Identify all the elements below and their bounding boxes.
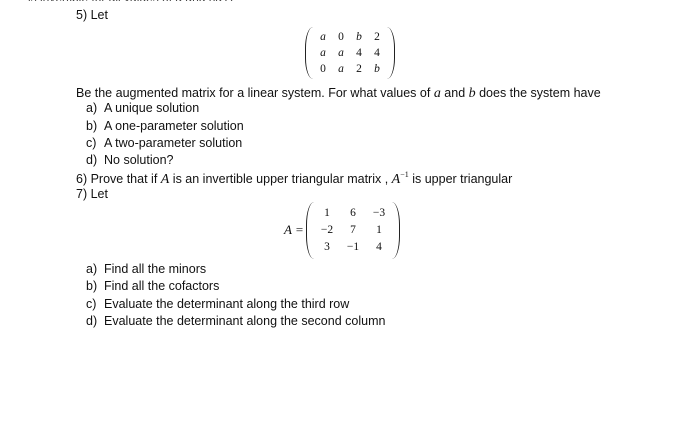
option-text: A one-parameter solution xyxy=(104,119,244,133)
q5-text-after: does the system have xyxy=(475,86,601,100)
matrix-entry: 6 xyxy=(350,207,356,219)
q7-option-d xyxy=(86,314,385,328)
q5-question-text xyxy=(76,86,601,102)
q5-text-before: Be the augmented matrix for a linear system. For what values of xyxy=(76,86,434,100)
q7-matrix-A xyxy=(306,202,400,259)
left-paren xyxy=(306,202,314,259)
option-label: b) xyxy=(86,119,98,133)
option-label: a) xyxy=(86,262,98,276)
option-label: c) xyxy=(86,136,97,150)
option-text: A two-parameter solution xyxy=(104,136,243,150)
q5-option-b xyxy=(86,119,244,133)
matrix-entry: 1 xyxy=(324,207,330,219)
var-A-inverse: A xyxy=(391,172,401,187)
matrix-entry: a xyxy=(338,47,344,59)
matrix-entry: 7 xyxy=(350,224,356,236)
left-paren xyxy=(305,27,313,79)
q5-augmented-matrix xyxy=(305,27,395,79)
q6-text-mid: is an invertible upper triangular matrix , xyxy=(169,172,392,186)
matrix-entry: −2 xyxy=(320,224,334,236)
matrix-entry: a xyxy=(320,47,326,59)
option-text: Find all the cofactors xyxy=(104,279,220,293)
matrix-entry: 2 xyxy=(374,31,380,43)
q7-option-c xyxy=(86,297,349,311)
q6-text-before: 6) Prove that if xyxy=(76,172,161,186)
matrix-entry: 0 xyxy=(320,63,326,75)
option-label: c) xyxy=(86,297,97,311)
q5-option-d xyxy=(86,153,174,167)
right-paren xyxy=(392,202,400,259)
var-b: b xyxy=(468,86,476,101)
option-text: Find all the minors xyxy=(104,262,207,276)
matrix-entry: 2 xyxy=(356,63,362,75)
q7-option-b xyxy=(86,279,219,293)
right-paren xyxy=(387,27,395,79)
option-text: A unique solution xyxy=(104,101,200,115)
var-a: a xyxy=(433,86,441,101)
q6-text xyxy=(76,170,512,188)
q7-option-a xyxy=(86,262,206,276)
q5-label: 5) Let xyxy=(76,8,108,22)
matrix-entry: 4 xyxy=(356,47,362,59)
option-text: No solution? xyxy=(104,153,174,167)
matrix-entry: b xyxy=(374,63,380,75)
inverse-exponent: −1 xyxy=(400,170,409,179)
option-label: d) xyxy=(86,314,98,328)
cut-off-previous-line xyxy=(28,0,233,1)
option-text: Evaluate the determinant along the third row xyxy=(104,297,350,311)
matrix-entry: 4 xyxy=(376,241,382,253)
matrix-entry: 3 xyxy=(324,241,330,253)
q5-option-c xyxy=(86,136,242,150)
matrix-entry: a xyxy=(320,31,326,43)
matrix-entry: −3 xyxy=(372,207,386,219)
matrix-name: A = xyxy=(284,222,304,237)
matrix-entry: b xyxy=(356,31,362,43)
q6-text-after: is upper triangular xyxy=(408,172,513,186)
matrix-entry: 0 xyxy=(338,31,344,43)
q5-option-a xyxy=(86,101,199,115)
q7-label: 7) Let xyxy=(76,187,108,201)
matrix-entry: 1 xyxy=(376,224,382,236)
option-text: Evaluate the determinant along the second column xyxy=(104,314,386,328)
matrix-entry: −1 xyxy=(346,241,360,253)
option-label: b) xyxy=(86,279,98,293)
option-label: a) xyxy=(86,101,98,115)
matrix-entry: 4 xyxy=(374,47,380,59)
matrix-entry: a xyxy=(338,63,344,75)
q5-text-and: and xyxy=(440,86,469,100)
var-A: A xyxy=(160,172,170,187)
option-label: d) xyxy=(86,153,98,167)
